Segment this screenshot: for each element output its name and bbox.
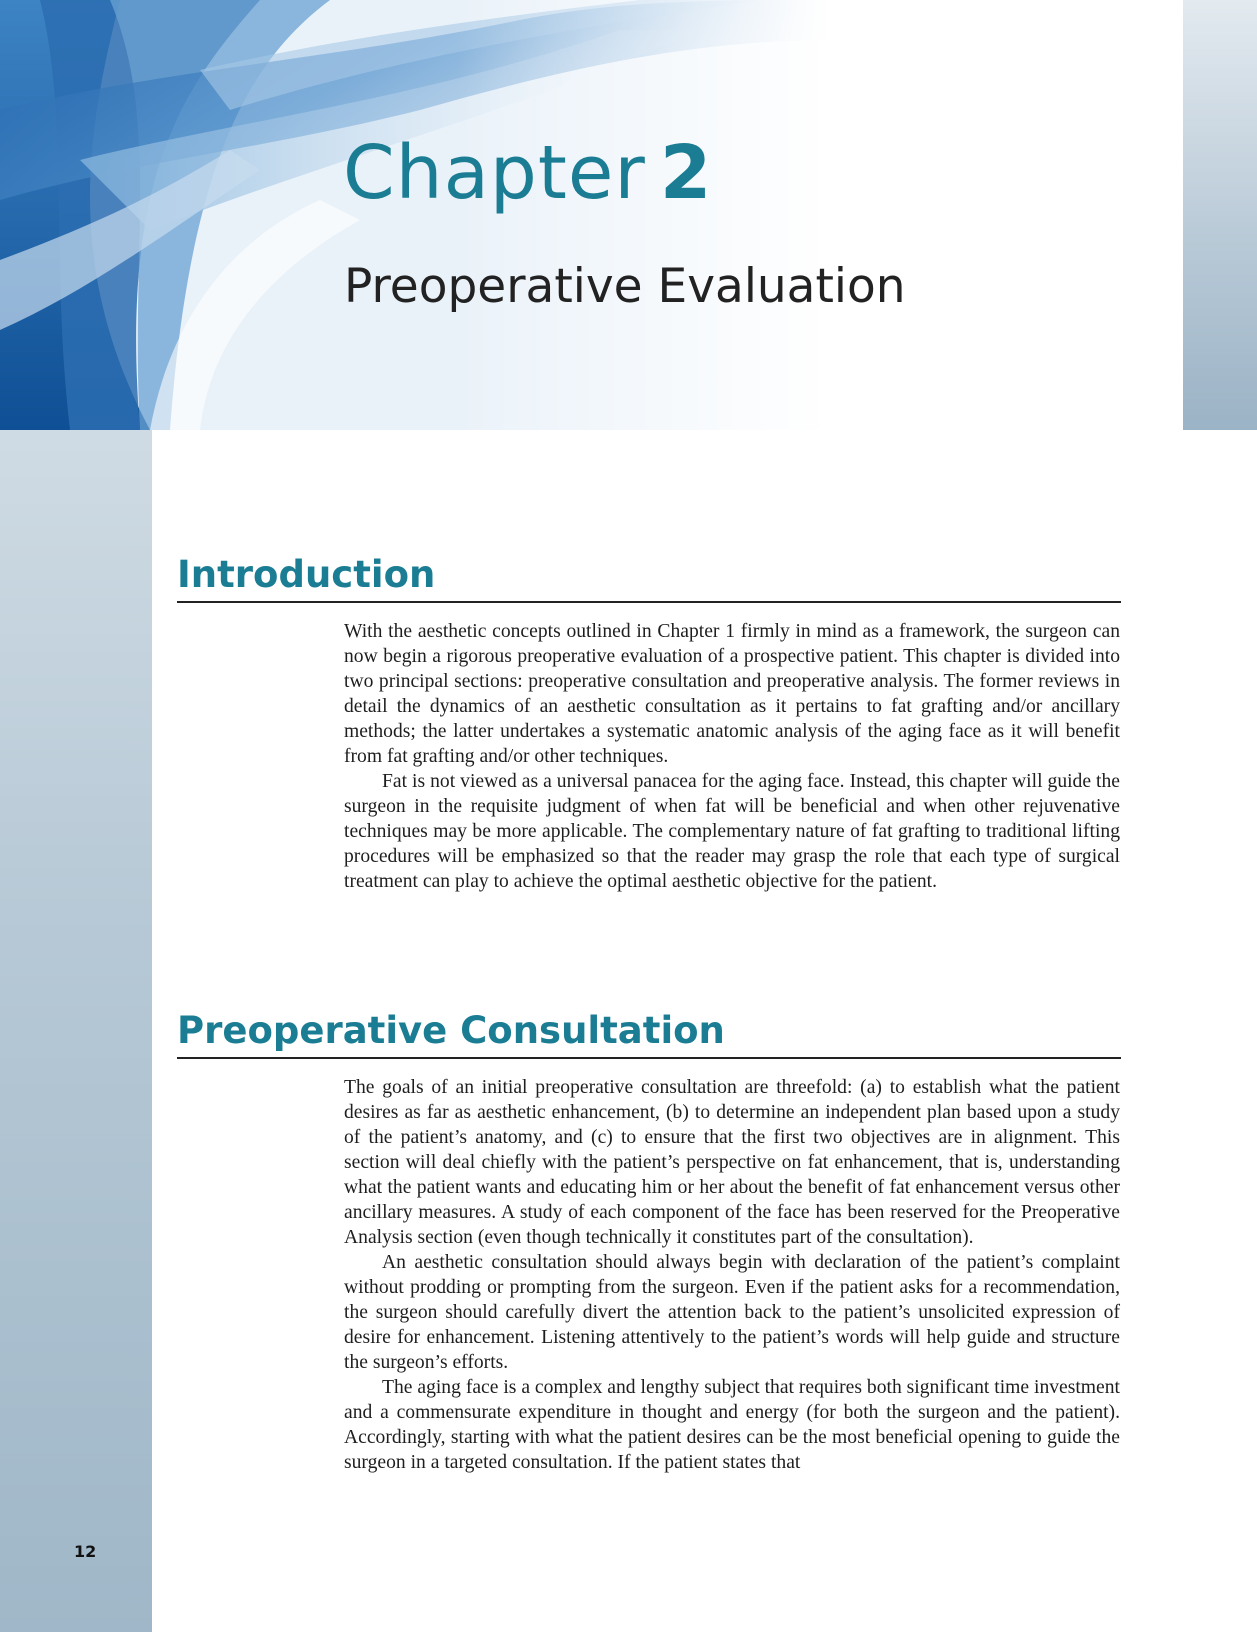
chapter-number: 2 bbox=[659, 130, 713, 216]
page-number: 12 bbox=[74, 1542, 97, 1561]
introduction-paragraph: Fat is not viewed as a universal panacea for the aging face. Instead, this chapter will guide the surgeon in the requisite judgment of when fat will be beneficial and when other rejuvenative techniques may be more applicable. The complementary nature of fat grafting to traditional lifting procedures will be emphasized so that the reader may grasp the role that each type of surgical treatment can play to achieve the optimal aesthetic objective for the patient. bbox=[344, 771, 1120, 892]
consultation-body bbox=[344, 1075, 1120, 1475]
left-margin-band bbox=[0, 430, 152, 1632]
introduction-body bbox=[344, 619, 1120, 894]
consultation-paragraph: The goals of an initial preoperative consultation are threefold: (a) to establish what the patient desires as far as aesthetic enhancement, (b) to determine an independent plan based upon a study of the patient’s anatomy, and (c) to ensure that the first two objectives are in alignment. This section will deal chiefly with the patient’s perspective on fat enhancement, that is, understanding what the patient wants and educating him or her about the benefit of fat enhancement versus other ancillary measures. A study of each component of the face has been reserved for the Preoperative Analysis section (even though technically it constitutes part of the consultation). bbox=[344, 1077, 1120, 1248]
consultation-heading: Preoperative Consultation bbox=[177, 1012, 1121, 1059]
chapter-label: Chapter bbox=[343, 130, 646, 216]
right-margin-band bbox=[1183, 0, 1257, 430]
chapter-subtitle: Preoperative Evaluation bbox=[344, 259, 906, 314]
chapter-title bbox=[343, 130, 713, 216]
introduction-paragraph: With the aesthetic concepts outlined in Chapter 1 firmly in mind as a framework, the surgeon can now begin a rigorous preoperative evaluation of a prospective patient. This chapter is divided into two principal sections: preoperative consultation and preoperative analysis. The former reviews in detail the dynamics of an aesthetic consultation as it pertains to fat grafting and/or ancillary methods; the latter undertakes a systematic anatomic analysis of the aging face as it will benefit from fat grafting and/or other techniques. bbox=[344, 621, 1120, 767]
consultation-paragraph: An aesthetic consultation should always begin with declaration of the patient’s complaint without prodding or prompting from the surgeon. Even if the patient asks for a recommendation, the surgeon should carefully divert the attention back to the patient’s unsolicited expression of desire for enhancement. Listening attentively to the patient’s words will help guide and structure the surgeon’s efforts. bbox=[344, 1252, 1120, 1373]
consultation-paragraph: The aging face is a complex and lengthy subject that requires both significant time investment and a commensurate expenditure in thought and energy (for both the surgeon and the patient). Accordingly, starting with what the patient desires can be the most beneficial opening to guide the surgeon in a targeted consultation. If the patient states that bbox=[344, 1377, 1120, 1473]
introduction-heading: Introduction bbox=[177, 556, 1121, 603]
